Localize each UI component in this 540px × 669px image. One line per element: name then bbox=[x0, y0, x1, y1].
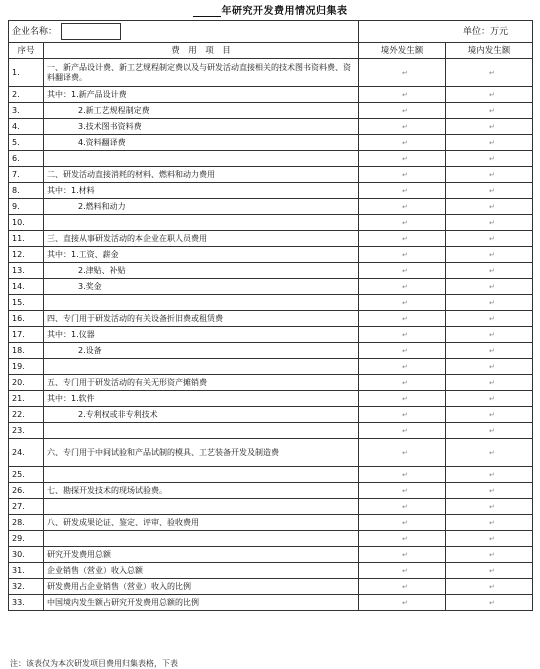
paragraph-mark-icon: ↵ bbox=[402, 566, 408, 575]
amount-domestic-cell[interactable] bbox=[446, 135, 533, 151]
paragraph-mark-icon: ↵ bbox=[489, 122, 495, 131]
expense-item-name: 其中：1.工资、薪金 bbox=[44, 247, 359, 263]
paragraph-mark-icon: ↵ bbox=[402, 394, 408, 403]
row-number: 30. bbox=[9, 547, 44, 563]
amount-overseas-cell[interactable] bbox=[359, 407, 446, 423]
paragraph-mark-icon: ↵ bbox=[402, 314, 408, 323]
amount-domestic-cell[interactable] bbox=[446, 467, 533, 483]
paragraph-mark-icon: ↵ bbox=[489, 566, 495, 575]
expense-item-name: 3.技术图书资料费 bbox=[44, 119, 359, 135]
amount-overseas-cell[interactable] bbox=[359, 247, 446, 263]
paragraph-mark-icon: ↵ bbox=[402, 550, 408, 559]
row-number: 7. bbox=[9, 167, 44, 183]
table-row bbox=[9, 391, 533, 407]
expense-item-name: 3.奖金 bbox=[44, 279, 359, 295]
amount-overseas-cell[interactable] bbox=[359, 103, 446, 119]
row-number: 25. bbox=[9, 467, 44, 483]
paragraph-mark-icon: ↵ bbox=[402, 448, 408, 457]
header-domestic: 境内发生额 bbox=[446, 43, 533, 59]
table-row bbox=[9, 119, 533, 135]
amount-overseas-cell[interactable] bbox=[359, 311, 446, 327]
amount-domestic-cell[interactable] bbox=[446, 343, 533, 359]
expense-item-name: 研发费用占企业销售（营业）收入的比例 bbox=[44, 579, 359, 595]
info-row bbox=[9, 21, 533, 43]
paragraph-mark-icon: ↵ bbox=[489, 582, 495, 591]
expense-item-name: 2.专利权或非专利技术 bbox=[44, 407, 359, 423]
paragraph-mark-icon: ↵ bbox=[489, 550, 495, 559]
form-title bbox=[0, 2, 540, 17]
table-row bbox=[9, 483, 533, 499]
expense-item-name bbox=[44, 423, 359, 439]
paragraph-mark-icon: ↵ bbox=[402, 518, 408, 527]
paragraph-mark-icon: ↵ bbox=[402, 502, 408, 511]
amount-overseas-cell[interactable] bbox=[359, 215, 446, 231]
amount-domestic-cell[interactable] bbox=[446, 499, 533, 515]
expense-item-name bbox=[44, 359, 359, 375]
header-row bbox=[9, 43, 533, 59]
expense-item-name: 其中：1.仪器 bbox=[44, 327, 359, 343]
unit-cell bbox=[359, 21, 533, 43]
amount-domestic-cell[interactable] bbox=[446, 423, 533, 439]
expense-item-name: 中国境内发生额占研究开发费用总额的比例 bbox=[44, 595, 359, 611]
amount-overseas-cell[interactable] bbox=[359, 499, 446, 515]
row-number: 31. bbox=[9, 563, 44, 579]
amount-domestic-cell[interactable] bbox=[446, 407, 533, 423]
paragraph-mark-icon: ↵ bbox=[402, 68, 408, 77]
paragraph-mark-icon: ↵ bbox=[402, 266, 408, 275]
table-row bbox=[9, 595, 533, 611]
paragraph-mark-icon: ↵ bbox=[489, 448, 495, 457]
amount-overseas-cell[interactable] bbox=[359, 231, 446, 247]
paragraph-mark-icon: ↵ bbox=[402, 330, 408, 339]
row-number: 28. bbox=[9, 515, 44, 531]
amount-domestic-cell[interactable] bbox=[446, 199, 533, 215]
expense-item-name: 研究开发费用总额 bbox=[44, 547, 359, 563]
amount-overseas-cell[interactable] bbox=[359, 199, 446, 215]
amount-domestic-cell[interactable] bbox=[446, 311, 533, 327]
table-row bbox=[9, 59, 533, 87]
amount-overseas-cell[interactable] bbox=[359, 515, 446, 531]
amount-overseas-cell[interactable] bbox=[359, 531, 446, 547]
amount-domestic-cell[interactable] bbox=[446, 119, 533, 135]
amount-domestic-cell[interactable] bbox=[446, 103, 533, 119]
unit-label: 单位：万元 bbox=[463, 26, 509, 37]
paragraph-mark-icon: ↵ bbox=[489, 518, 495, 527]
table-row bbox=[9, 563, 533, 579]
amount-overseas-cell[interactable] bbox=[359, 327, 446, 343]
row-number: 14. bbox=[9, 279, 44, 295]
expense-item-name: 六、专门用于中间试验和产品试制的模具、工艺装备开发及制造费 bbox=[44, 439, 359, 467]
table-row bbox=[9, 231, 533, 247]
paragraph-mark-icon: ↵ bbox=[489, 218, 495, 227]
amount-overseas-cell[interactable] bbox=[359, 359, 446, 375]
paragraph-mark-icon: ↵ bbox=[489, 250, 495, 259]
row-number: 13. bbox=[9, 263, 44, 279]
table-row bbox=[9, 279, 533, 295]
paragraph-mark-icon: ↵ bbox=[489, 68, 495, 77]
table-row bbox=[9, 467, 533, 483]
table-row bbox=[9, 579, 533, 595]
row-number: 9. bbox=[9, 199, 44, 215]
amount-overseas-cell[interactable] bbox=[359, 563, 446, 579]
expense-table bbox=[8, 20, 533, 611]
amount-overseas-cell[interactable] bbox=[359, 151, 446, 167]
row-number: 19. bbox=[9, 359, 44, 375]
paragraph-mark-icon: ↵ bbox=[489, 298, 495, 307]
expense-item-name: 八、研发成果论证、鉴定、评审、验收费用 bbox=[44, 515, 359, 531]
amount-overseas-cell[interactable] bbox=[359, 59, 446, 87]
row-number: 24. bbox=[9, 439, 44, 467]
row-number: 22. bbox=[9, 407, 44, 423]
paragraph-mark-icon: ↵ bbox=[402, 154, 408, 163]
expense-item-name: 一、新产品设计费、新工艺规程制定费以及与研发活动直接相关的技术图书资料费、资料翻译费。 bbox=[44, 59, 359, 87]
table-row bbox=[9, 407, 533, 423]
expense-item-name: 其中：1.材料 bbox=[44, 183, 359, 199]
paragraph-mark-icon: ↵ bbox=[402, 426, 408, 435]
expense-item-name bbox=[44, 295, 359, 311]
table-row bbox=[9, 295, 533, 311]
footnote: 注：该表仅为本次研发项目费用归集表格，下表 bbox=[10, 659, 178, 668]
paragraph-mark-icon: ↵ bbox=[402, 346, 408, 355]
paragraph-mark-icon: ↵ bbox=[402, 470, 408, 479]
amount-overseas-cell[interactable] bbox=[359, 579, 446, 595]
expense-item-name: 七、勘探开发技术的现场试验费。 bbox=[44, 483, 359, 499]
amount-domestic-cell[interactable] bbox=[446, 263, 533, 279]
paragraph-mark-icon: ↵ bbox=[489, 170, 495, 179]
amount-overseas-cell[interactable] bbox=[359, 595, 446, 611]
expense-item-name: 其中：1.软件 bbox=[44, 391, 359, 407]
paragraph-mark-icon: ↵ bbox=[402, 298, 408, 307]
table-row bbox=[9, 311, 533, 327]
amount-domestic-cell[interactable] bbox=[446, 359, 533, 375]
amount-domestic-cell[interactable] bbox=[446, 151, 533, 167]
paragraph-mark-icon: ↵ bbox=[402, 234, 408, 243]
row-number: 4. bbox=[9, 119, 44, 135]
paragraph-mark-icon: ↵ bbox=[489, 186, 495, 195]
table-row bbox=[9, 103, 533, 119]
paragraph-mark-icon: ↵ bbox=[489, 138, 495, 147]
expense-item-name bbox=[44, 531, 359, 547]
table-row bbox=[9, 423, 533, 439]
paragraph-mark-icon: ↵ bbox=[489, 234, 495, 243]
row-number: 21. bbox=[9, 391, 44, 407]
expense-item-name bbox=[44, 499, 359, 515]
header-item: 费 用 项 目 bbox=[44, 43, 359, 59]
amount-domestic-cell[interactable] bbox=[446, 391, 533, 407]
header-seq: 序号 bbox=[9, 43, 44, 59]
paragraph-mark-icon: ↵ bbox=[402, 410, 408, 419]
row-number: 6. bbox=[9, 151, 44, 167]
row-number: 27. bbox=[9, 499, 44, 515]
expense-item-name bbox=[44, 215, 359, 231]
table-row bbox=[9, 167, 533, 183]
paragraph-mark-icon: ↵ bbox=[489, 410, 495, 419]
amount-domestic-cell[interactable] bbox=[446, 579, 533, 595]
amount-overseas-cell[interactable] bbox=[359, 263, 446, 279]
row-number: 11. bbox=[9, 231, 44, 247]
year-blank[interactable] bbox=[193, 16, 221, 17]
paragraph-mark-icon: ↵ bbox=[402, 202, 408, 211]
company-cell bbox=[9, 21, 359, 43]
amount-overseas-cell[interactable] bbox=[359, 343, 446, 359]
paragraph-mark-icon: ↵ bbox=[489, 202, 495, 211]
expense-item-name: 四、专门用于研发活动的有关设备折旧费或租赁费 bbox=[44, 311, 359, 327]
paragraph-mark-icon: ↵ bbox=[489, 330, 495, 339]
expense-item-name: 企业销售（营业）收入总额 bbox=[44, 563, 359, 579]
paragraph-mark-icon: ↵ bbox=[402, 218, 408, 227]
table-row bbox=[9, 359, 533, 375]
paragraph-mark-icon: ↵ bbox=[402, 486, 408, 495]
paragraph-mark-icon: ↵ bbox=[402, 186, 408, 195]
paragraph-mark-icon: ↵ bbox=[402, 106, 408, 115]
company-name-field[interactable] bbox=[61, 23, 121, 40]
paragraph-mark-icon: ↵ bbox=[402, 170, 408, 179]
table-row bbox=[9, 515, 533, 531]
paragraph-mark-icon: ↵ bbox=[402, 534, 408, 543]
table-row bbox=[9, 375, 533, 391]
paragraph-mark-icon: ↵ bbox=[489, 282, 495, 291]
paragraph-mark-icon: ↵ bbox=[402, 138, 408, 147]
paragraph-mark-icon: ↵ bbox=[402, 90, 408, 99]
amount-overseas-cell[interactable] bbox=[359, 279, 446, 295]
expense-item-name: 2.设备 bbox=[44, 343, 359, 359]
amount-domestic-cell[interactable] bbox=[446, 327, 533, 343]
table-row bbox=[9, 499, 533, 515]
amount-overseas-cell[interactable] bbox=[359, 119, 446, 135]
paragraph-mark-icon: ↵ bbox=[489, 90, 495, 99]
table-row bbox=[9, 343, 533, 359]
amount-overseas-cell[interactable] bbox=[359, 423, 446, 439]
amount-overseas-cell[interactable] bbox=[359, 467, 446, 483]
paragraph-mark-icon: ↵ bbox=[489, 362, 495, 371]
amount-overseas-cell[interactable] bbox=[359, 183, 446, 199]
expense-item-name: 2.燃料和动力 bbox=[44, 199, 359, 215]
table-row bbox=[9, 151, 533, 167]
paragraph-mark-icon: ↵ bbox=[489, 266, 495, 275]
expense-item-name: 2.新工艺规程制定费 bbox=[44, 103, 359, 119]
table-row bbox=[9, 247, 533, 263]
paragraph-mark-icon: ↵ bbox=[489, 486, 495, 495]
row-number: 12. bbox=[9, 247, 44, 263]
paragraph-mark-icon: ↵ bbox=[402, 122, 408, 131]
paragraph-mark-icon: ↵ bbox=[489, 426, 495, 435]
amount-overseas-cell[interactable] bbox=[359, 483, 446, 499]
amount-domestic-cell[interactable] bbox=[446, 59, 533, 87]
row-number: 15. bbox=[9, 295, 44, 311]
row-number: 20. bbox=[9, 375, 44, 391]
expense-item-name: 三、直接从事研发活动的本企业在职人员费用 bbox=[44, 231, 359, 247]
row-number: 3. bbox=[9, 103, 44, 119]
amount-domestic-cell[interactable] bbox=[446, 215, 533, 231]
amount-domestic-cell[interactable] bbox=[446, 295, 533, 311]
table-row bbox=[9, 215, 533, 231]
amount-domestic-cell[interactable] bbox=[446, 247, 533, 263]
amount-overseas-cell[interactable] bbox=[359, 439, 446, 467]
paragraph-mark-icon: ↵ bbox=[489, 378, 495, 387]
table-row bbox=[9, 87, 533, 103]
row-number: 2. bbox=[9, 87, 44, 103]
table-row bbox=[9, 199, 533, 215]
row-number: 16. bbox=[9, 311, 44, 327]
row-number: 23. bbox=[9, 423, 44, 439]
paragraph-mark-icon: ↵ bbox=[489, 346, 495, 355]
amount-domestic-cell[interactable] bbox=[446, 439, 533, 467]
paragraph-mark-icon: ↵ bbox=[402, 250, 408, 259]
amount-overseas-cell[interactable] bbox=[359, 391, 446, 407]
amount-domestic-cell[interactable] bbox=[446, 531, 533, 547]
row-number: 10. bbox=[9, 215, 44, 231]
row-number: 33. bbox=[9, 595, 44, 611]
amount-domestic-cell[interactable] bbox=[446, 167, 533, 183]
amount-overseas-cell[interactable] bbox=[359, 135, 446, 151]
table-row bbox=[9, 183, 533, 199]
row-number: 32. bbox=[9, 579, 44, 595]
paragraph-mark-icon: ↵ bbox=[489, 154, 495, 163]
expense-item-name: 二、研发活动直接消耗的材料、燃料和动力费用 bbox=[44, 167, 359, 183]
row-number: 29. bbox=[9, 531, 44, 547]
table-row bbox=[9, 531, 533, 547]
form-title-text: 年研究开发费用情况归集表 bbox=[221, 6, 348, 17]
expense-item-name bbox=[44, 467, 359, 483]
paragraph-mark-icon: ↵ bbox=[489, 394, 495, 403]
paragraph-mark-icon: ↵ bbox=[489, 598, 495, 607]
paragraph-mark-icon: ↵ bbox=[489, 534, 495, 543]
expense-item-name: 其中：1.新产品设计费 bbox=[44, 87, 359, 103]
paragraph-mark-icon: ↵ bbox=[489, 470, 495, 479]
amount-overseas-cell[interactable] bbox=[359, 295, 446, 311]
expense-item-name: 五、专门用于研发活动的有关无形资产摊销费 bbox=[44, 375, 359, 391]
amount-overseas-cell[interactable] bbox=[359, 547, 446, 563]
amount-overseas-cell[interactable] bbox=[359, 167, 446, 183]
amount-domestic-cell[interactable] bbox=[446, 595, 533, 611]
paragraph-mark-icon: ↵ bbox=[402, 582, 408, 591]
expense-item-name: 2.津贴、补贴 bbox=[44, 263, 359, 279]
row-number: 1. bbox=[9, 59, 44, 87]
amount-overseas-cell[interactable] bbox=[359, 87, 446, 103]
table-row bbox=[9, 327, 533, 343]
amount-domestic-cell[interactable] bbox=[446, 483, 533, 499]
row-number: 26. bbox=[9, 483, 44, 499]
table-row bbox=[9, 135, 533, 151]
row-number: 18. bbox=[9, 343, 44, 359]
paragraph-mark-icon: ↵ bbox=[489, 314, 495, 323]
paragraph-mark-icon: ↵ bbox=[489, 502, 495, 511]
paragraph-mark-icon: ↵ bbox=[402, 362, 408, 371]
paragraph-mark-icon: ↵ bbox=[402, 282, 408, 291]
row-number: 17. bbox=[9, 327, 44, 343]
amount-overseas-cell[interactable] bbox=[359, 375, 446, 391]
header-overseas: 境外发生额 bbox=[359, 43, 446, 59]
row-number: 8. bbox=[9, 183, 44, 199]
table-row bbox=[9, 547, 533, 563]
company-label: 企业名称： bbox=[12, 27, 58, 37]
paragraph-mark-icon: ↵ bbox=[402, 598, 408, 607]
amount-domestic-cell[interactable] bbox=[446, 183, 533, 199]
paragraph-mark-icon: ↵ bbox=[402, 378, 408, 387]
expense-item-name bbox=[44, 151, 359, 167]
table-row bbox=[9, 439, 533, 467]
table-row bbox=[9, 263, 533, 279]
amount-domestic-cell[interactable] bbox=[446, 515, 533, 531]
amount-domestic-cell[interactable] bbox=[446, 279, 533, 295]
amount-domestic-cell[interactable] bbox=[446, 547, 533, 563]
row-number: 5. bbox=[9, 135, 44, 151]
amount-domestic-cell[interactable] bbox=[446, 87, 533, 103]
amount-domestic-cell[interactable] bbox=[446, 375, 533, 391]
expense-item-name: 4.资料翻译费 bbox=[44, 135, 359, 151]
paragraph-mark-icon: ↵ bbox=[489, 106, 495, 115]
amount-domestic-cell[interactable] bbox=[446, 563, 533, 579]
amount-domestic-cell[interactable] bbox=[446, 231, 533, 247]
